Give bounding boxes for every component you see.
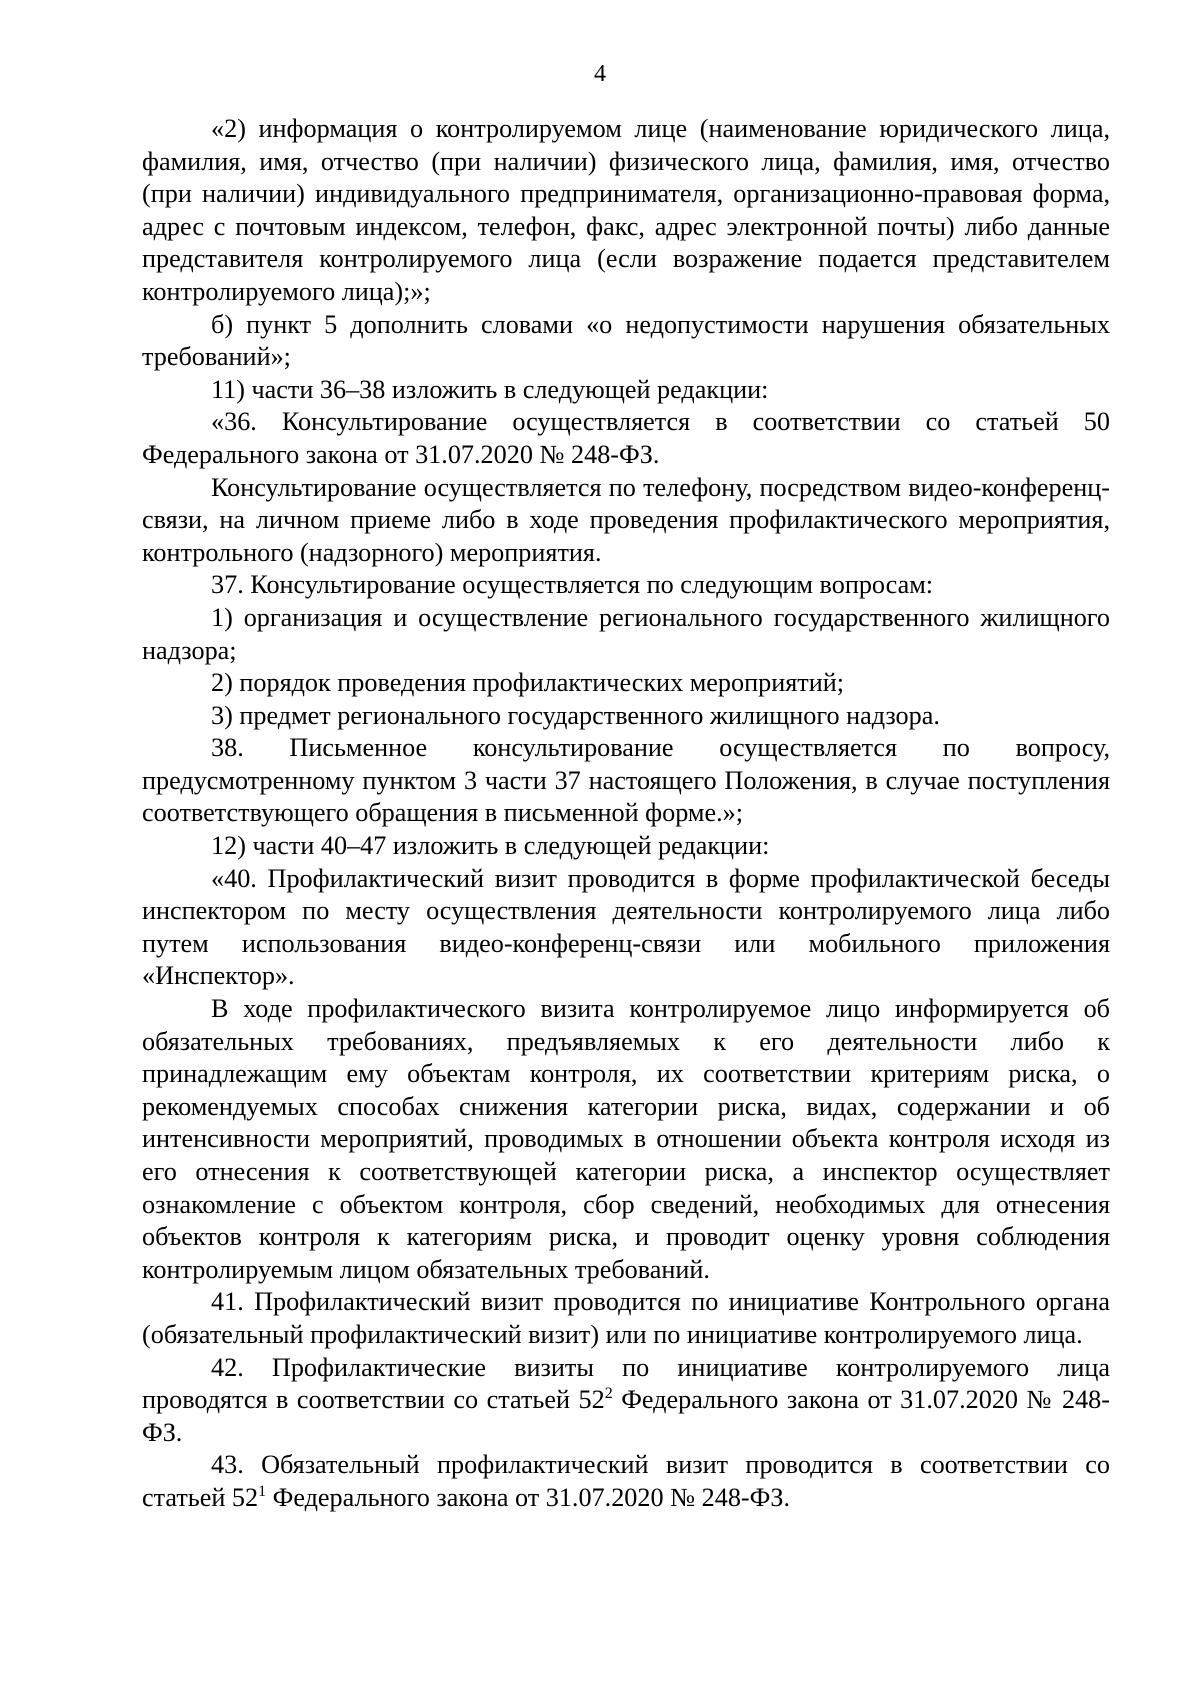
paragraph: 37. Консультирование осуществляется по следующим вопросам: [211, 570, 934, 600]
paragraph: «2) информация о контролируемом лице (наименование юридического лица, фамилия, имя, отчество (при наличии) физического лица, фамилия, имя, отчество (при наличии) индивидуального предпринимателя, организационно-правовая форма, адрес с почтовым индексом, телефон, факс, адрес электронной почты) либо данные представителя контролируемого лица (если возражение подается представителем контролируемого лица);»; [142, 114, 1110, 306]
paragraph-42 [142, 1352, 1110, 1450]
paragraph: 2) порядок проведения профилактических мероприятий; [211, 668, 845, 698]
superscript: 1 [258, 1482, 267, 1500]
paragraph: 12) части 40–47 изложить в следующей редакции: [211, 831, 770, 861]
paragraph: Консультирование осуществляется по телефону, посредством видео-конференц-связи, на личном приеме либо в ходе проведения профилактического мероприятия, контрольного (надзорного) мероприятия. [142, 472, 1110, 567]
paragraph: 41. Профилактический визит проводится по инициативе Контрольного органа (обязательный профилактический визит) или по инициативе контролируемого лица. [142, 1287, 1110, 1349]
paragraph-42-text: 42. Профилактические визиты по инициативе контролируемого лица проводятся в соответствии со статьей 52 [142, 1352, 1110, 1415]
paragraph: б) пункт 5 дополнить словами «о недопустимости нарушения обязательных требований»; [142, 309, 1110, 372]
paragraph: 1) организация и осуществление регионального государственного жилищного надзора; [142, 602, 1110, 665]
paragraph-43-text: 43. Обязательный профилактический визит проводится в соответствии со статьей 52 [142, 1450, 1110, 1512]
paragraph-43 [142, 1449, 1110, 1514]
paragraph: 38. Письменное консультирование осуществляется по вопросу, предусмотренному пунктом 3 части 37 настоящего Положения, в случае поступления соответствующего обращения в письменной форме.»; [142, 733, 1110, 828]
paragraph: «40. Профилактический визит проводится в форме профилактической беседы инспектором по месту осуществления деятельности контролируемого лица либо путем использования видео-конференц-связи или мобильного приложения «Инспектор». [142, 863, 1110, 991]
paragraph-43-text-end: Федерального закона от 31.07.2020 № 248-ФЗ. [266, 1482, 791, 1512]
page-number: 4 [594, 61, 606, 87]
paragraph: «36. Консультирование осуществляется в соответствии со статьей 50 Федерального закона от 31.07.2020 № 248-ФЗ. [142, 407, 1110, 469]
paragraph: В ходе профилактического визита контролируемое лицо информируется об обязательных требованиях, предъявляемых к его деятельности либо к принадлежащим ему объектам контроля, их соответствии критериям риска, о рекомендуемых способах снижения категории риска, видах, содержании и об интенсивности мероприятий, проводимых в отношении объекта контроля исходя из его отнесения к соответствующей категории риска, а инспектор осуществляет ознакомление с объектом контроля, сбор сведений, необходимых для отнесения объектов контроля к категориям риска, и проводит оценку уровня соблюдения контролируемым лицом обязательных требований. [142, 994, 1110, 1284]
superscript: 2 [604, 1385, 613, 1403]
paragraph-42-text-end: Федерального закона от 31.07.2020 № 248-ФЗ. [142, 1385, 1111, 1447]
document-body [142, 113, 1110, 1515]
paragraph: 11) части 36–38 изложить в следующей редакции: [211, 374, 769, 404]
paragraph: 3) предмет регионального государственного жилищного надзора. [211, 700, 940, 730]
